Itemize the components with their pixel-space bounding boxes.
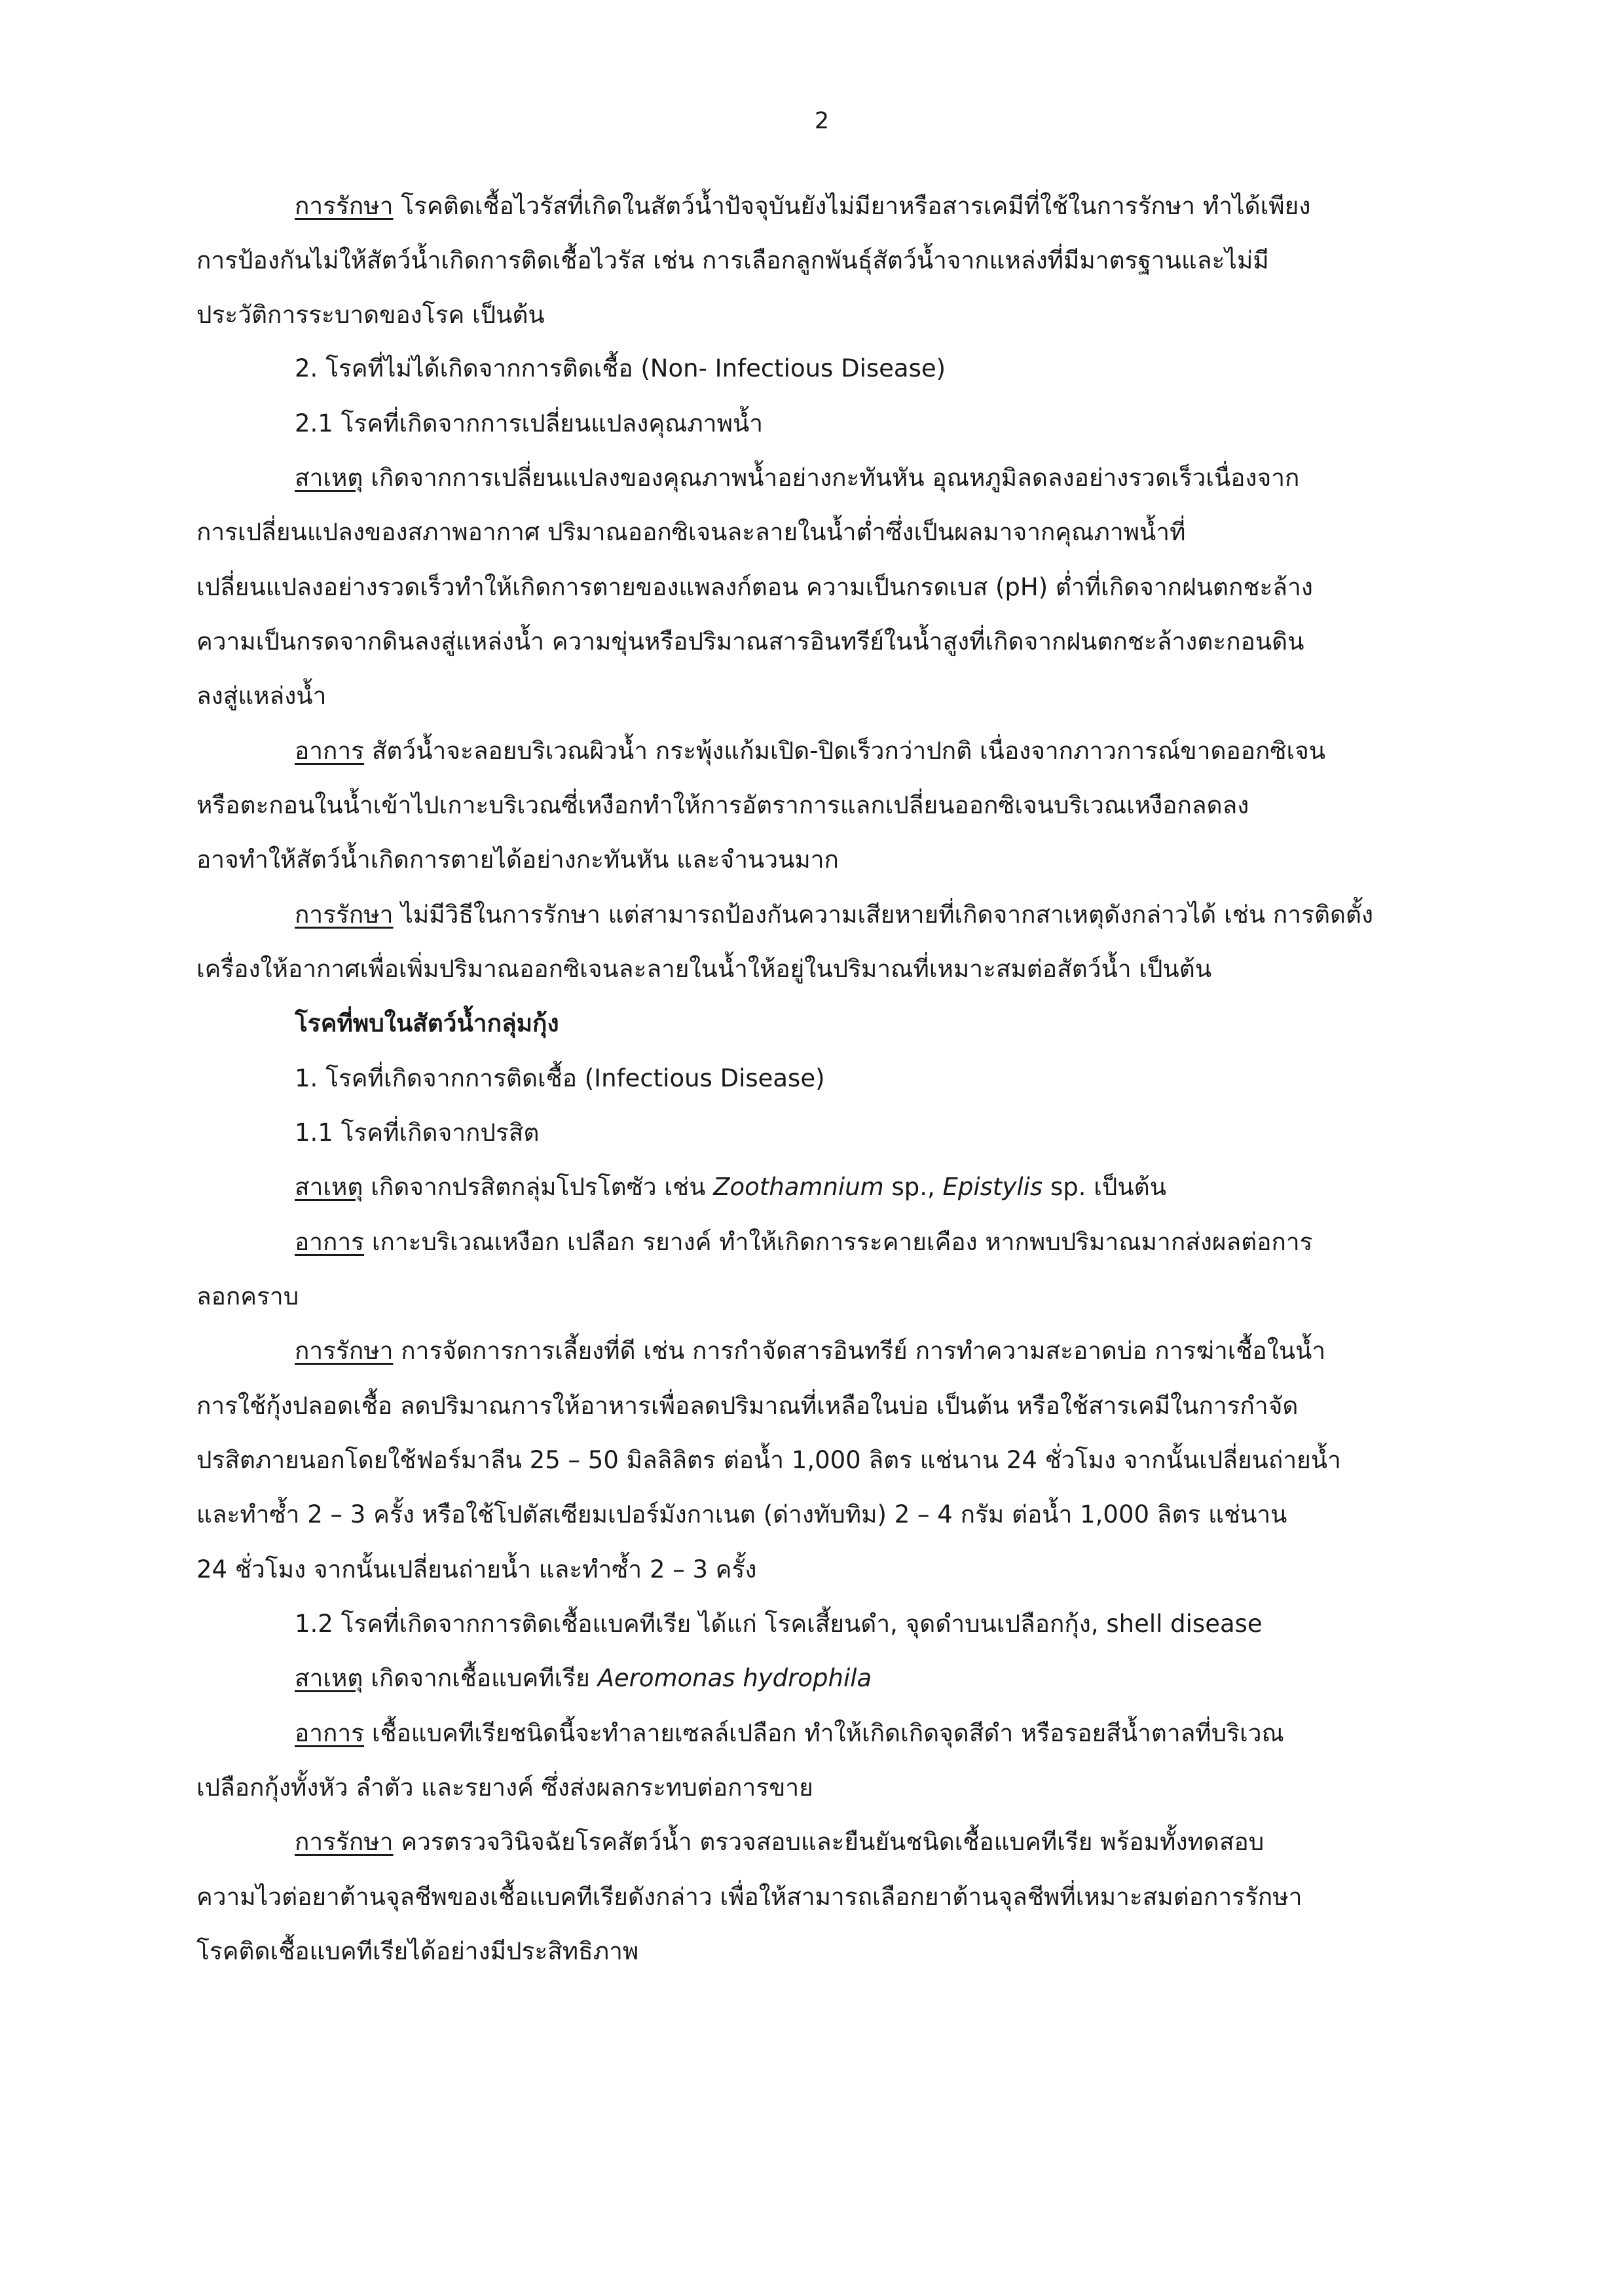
line-text: สัตว์น้ำจะลอยบริเวณผิวน้ำ กระพุ้งแก้มเปิด-ปิดเร็วกว่าปกติ เนื่องจากภาวการณ์ขาดออกซิเจน (364, 737, 1326, 765)
paragraph-line: โรคติดเชื้อแบคทีเรียได้อย่างมีประสิทธิภาพ (196, 1937, 639, 1965)
section-heading: โรคที่พบในสัตว์น้ำกลุ่มกุ้ง (295, 1009, 559, 1037)
paragraph-line (295, 1717, 1434, 1750)
section-label: อาการ (295, 1719, 365, 1747)
species-name: Epistylis (942, 1173, 1043, 1201)
section-heading: 2.1 โรคที่เกิดจากการเปลี่ยนแปลงคุณภาพน้ำ (295, 409, 764, 437)
section-label: สาเหตุ (295, 1664, 363, 1692)
paragraph-line (295, 462, 1434, 494)
paragraph-line: การป้องกันไม่ให้สัตว์น้ำเกิดการติดเชื้อไวรัส เช่น การเลือกลูกพันธุ์สัตว์น้ำจากแหล่งที่มีมาตรฐานและไม่มี (196, 246, 1269, 274)
line-text: sp., (883, 1173, 943, 1201)
section-heading: 2. โรคที่ไม่ได้เกิดจากการติดเชื้อ (Non- Infectious Disease) (295, 354, 946, 382)
paragraph-line: และทำซ้ำ 2 – 3 ครั้ง หรือใช้โปตัสเซียมเปอร์มังกาเนต (ด่างทับทิม) 2 – 4 กรัม ต่อน้ำ 1,000 ลิตร แช่นาน (196, 1500, 1287, 1528)
species-name: Aeromonas hydrophila (597, 1664, 872, 1692)
paragraph-line (295, 1171, 1434, 1204)
line-text: โรคติดเชื้อไวรัสที่เกิดในสัตว์น้ำปัจจุบันยังไม่มียาหรือสารเคมีที่ใช้ในการรักษา ทำได้เพียง (393, 192, 1311, 220)
section-label: การรักษา (295, 1828, 394, 1856)
paragraph-line: หรือตะกอนในน้ำเข้าไปเกาะบริเวณซี่เหงือกทำให้การอัตราการแลกเปลี่ยนออกซิเจนบริเวณเหงือกลดลง (196, 791, 1249, 819)
line-text: เกิดจากเชื้อแบคทีเรีย (363, 1664, 598, 1692)
line-text: เกิดจากปรสิตกลุ่มโปรโตซัว เช่น (363, 1173, 714, 1201)
paragraph-line: ประวัติการระบาดของโรค เป็นต้น (196, 301, 545, 329)
paragraph-line (295, 1826, 1434, 1859)
paragraph-line: ความไวต่อยาต้านจุลชีพของเชื้อแบคทีเรียดังกล่าว เพื่อให้สามารถเลือกยาต้านจุลชีพที่เหมาะสมต่อการรักษา (196, 1883, 1302, 1911)
page-number: 2 (814, 108, 830, 134)
line-text: sp. เป็นต้น (1043, 1173, 1166, 1201)
section-heading: 1. โรคที่เกิดจากการติดเชื้อ (Infectious Disease) (295, 1064, 825, 1092)
paragraph-line (295, 1335, 1434, 1367)
paragraph-line: เปลือกกุ้งทั้งหัว ลำตัว และรยางค์ ซึ่งส่งผลกระทบต่อการขาย (196, 1773, 813, 1802)
line-text: ไม่มีวิธีในการรักษา แต่สามารถป้องกันความเสียหายที่เกิดจากสาเหตุดังกล่าวได้ เช่น การติดตั้ง (393, 900, 1374, 929)
section-label: การรักษา (295, 192, 394, 220)
paragraph-line: เปลี่ยนแปลงอย่างรวดเร็วทำให้เกิดการตายของแพลงก์ตอน ความเป็นกรดเบส (pH) ต่ำที่เกิดจากฝนตกชะล้าง (196, 573, 1313, 601)
paragraph-line: การใช้กุ้งปลอดเชื้อ ลดปริมาณการให้อาหารเพื่อลดปริมาณที่เหลือในบ่อ เป็นต้น หรือใช้สารเคมีในการกำจัด (196, 1392, 1299, 1420)
species-name: Zoothamnium (713, 1173, 884, 1201)
line-text: เกิดจากการเปลี่ยนแปลงของคุณภาพน้ำอย่างกะทันหัน อุณหภูมิลดลงอย่างรวดเร็วเนื่องจาก (363, 464, 1300, 492)
paragraph-line: เครื่องให้อากาศเพื่อเพิ่มปริมาณออกซิเจนละลายในน้ำให้อยู่ในปริมาณที่เหมาะสมต่อสัตว์น้ำ เป็นต้น (196, 955, 1212, 983)
section-heading: 1.1 โรคที่เกิดจากปรสิต (295, 1119, 540, 1147)
line-text: การจัดการการเลี้ยงที่ดี เช่น การกำจัดสารอินทรีย์ การทำความสะอาดบ่อ การฆ่าเชื้อในน้ำ (393, 1337, 1326, 1365)
paragraph-line: ปรสิตภายนอกโดยใช้ฟอร์มาลีน 25 – 50 มิลลิลิตร ต่อน้ำ 1,000 ลิตร แช่นาน 24 ชั่วโมง จากนั้นเปลี่ยนถ่ายน้ำ (196, 1446, 1341, 1474)
paragraph-line (295, 1226, 1434, 1259)
paragraph-line: ลอกคราบ (196, 1282, 299, 1310)
line-text: เกาะบริเวณเหงือก เปลือก รยางค์ ทำให้เกิดการระคายเคือง หากพบปริมาณมากส่งผลต่อการ (364, 1228, 1313, 1256)
section-label: อาการ (295, 1228, 365, 1256)
line-text: เชื้อแบคทีเรียชนิดนี้จะทำลายเซลล์เปลือก ทำให้เกิดเกิดจุดสีดำ หรือรอยสีน้ำตาลที่บริเวณ (364, 1719, 1284, 1747)
section-label: อาการ (295, 737, 365, 765)
paragraph-line (295, 1662, 1434, 1695)
paragraph-line: อาจทำให้สัตว์น้ำเกิดการตายได้อย่างกะทันหัน และจำนวนมาก (196, 845, 839, 874)
paragraph-line (295, 898, 1434, 931)
section-label: สาเหตุ (295, 1173, 363, 1201)
paragraph-line: การเปลี่ยนแปลงของสภาพอากาศ ปริมาณออกซิเจนละลายในน้ำต่ำซึ่งเป็นผลมาจากคุณภาพน้ำที่ (196, 518, 1186, 546)
paragraph-line: ความเป็นกรดจากดินลงสู่แหล่งน้ำ ความขุ่นหรือปริมาณสารอินทรีย์ในน้ำสูงที่เกิดจากฝนตกชะล้างตะกอนดิน (196, 627, 1304, 656)
paragraph-line (295, 735, 1434, 768)
paragraph-line: ลงสู่แหล่งน้ำ (196, 682, 327, 710)
section-label: การรักษา (295, 900, 394, 929)
paragraph-line (295, 190, 1434, 223)
section-label: สาเหตุ (295, 464, 363, 492)
line-text: ควรตรวจวินิจฉัยโรคสัตว์น้ำ ตรวจสอบและยืนยันชนิดเชื้อแบคทีเรีย พร้อมทั้งทดสอบ (393, 1828, 1264, 1856)
section-label: การรักษา (295, 1337, 394, 1365)
section-heading: 1.2 โรคที่เกิดจากการติดเชื้อแบคทีเรีย ได้แก่ โรคเสี้ยนดำ, จุดดำบนเปลือกกุ้ง, shell disease (295, 1610, 1263, 1638)
paragraph-line: 24 ชั่วโมง จากนั้นเปลี่ยนถ่ายน้ำ และทำซ้ำ 2 – 3 ครั้ง (196, 1555, 757, 1583)
